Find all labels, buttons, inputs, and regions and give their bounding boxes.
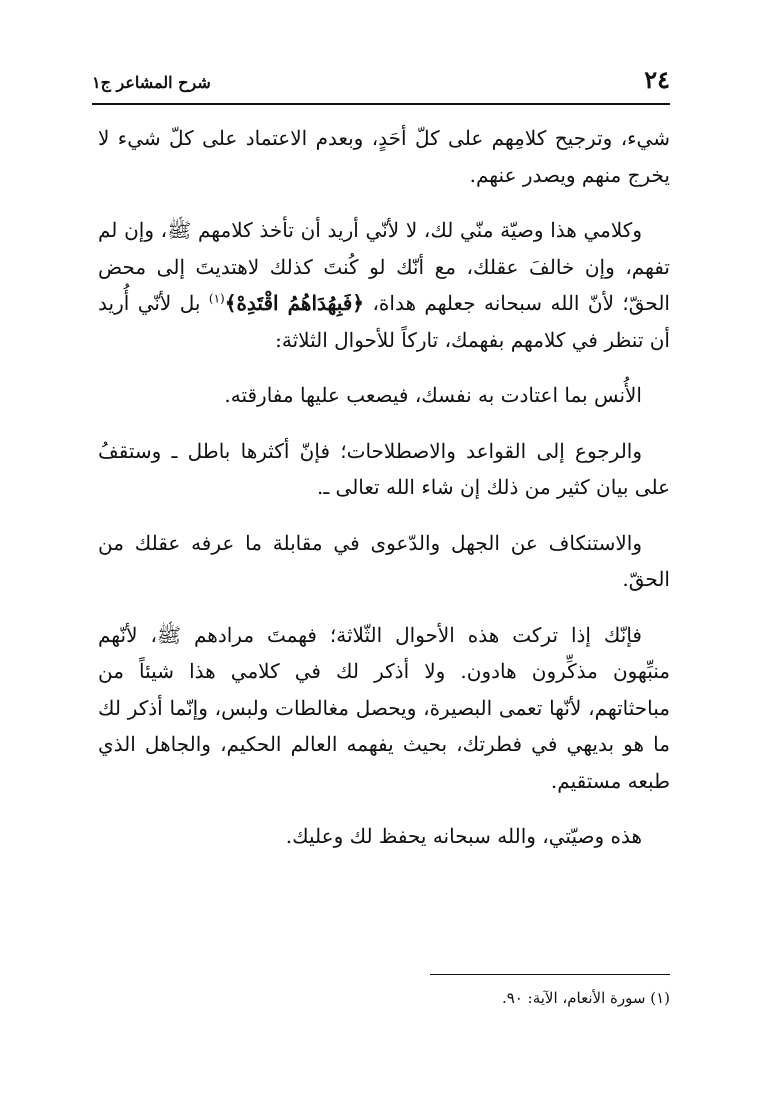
paragraph-1: شيء، وترجيح كلامِهم على كلّ أحَدٍ، وبعدم الاعتماد على كلّ شيء لا يخرج منهم ويصدر عنهم. — [98, 126, 670, 187]
paragraph-3: الأُنس بما اعتادت به نفسك، فيصعب عليها مفارقته. — [224, 383, 642, 407]
running-title: شرح المشاعر ج١ — [92, 73, 211, 92]
quran-verse: ﴿فَبِهُدَاهُمُ اقْتَدِهْ﴾ — [224, 291, 365, 315]
main-text — [98, 120, 670, 874]
paragraph-6: فإنّك إذا تركت هذه الأحوال الثّلاثة؛ فهمتَ مرادهم ﷺ، لأنّهم منبِّهون مذكِّرون هادون. ولا أذكر لك في كلامي هذا شيئاً من مباحثاتهم، لأنّها تعمى البصيرة، ويحصل مغالطات ولبس، وإنّما أذكر لك ما هو بديهي في فطرتك، بحيث يفهمه العالم الحكيم، والجاهل الذي طبعه مستقيم. — [98, 622, 670, 793]
paragraph-7: هذه وصيّتي، والله سبحانه يحفظ لك وعليك. — [285, 824, 642, 848]
footnote-divider — [430, 974, 670, 975]
paragraph-2-text-after-verse: بل لأنّي أُريد أن تنظر في كلامهم بفهمك، تاركاً للأحوال الثلاثة: — [98, 291, 670, 352]
paragraph-2 — [98, 212, 670, 358]
header-divider — [92, 103, 670, 105]
page-header — [92, 62, 670, 98]
footnote-text: سورة الأنعام، الآية: ٩٠. — [501, 989, 646, 1007]
footnote-marker: (١) — [650, 989, 670, 1007]
paragraph-5: والاستنكاف عن الجهل والدّعوى في مقابلة ما عرفه عقلك من الحقّ. — [98, 530, 670, 591]
paragraph-2-text-before-verse: وكلامي هذا وصيّة منّي لك، لا لأنّي أريد أن تأخذ كلامهم ﷺ، وإن لم تفهم، وإن خالفَ عقلك، مع أنّك لو كُنتَ كذلك لاهتديتَ إلى محض الحقّ؛ لأنّ الله سبحانه جعلهم هداة، — [98, 218, 670, 315]
footnote — [300, 987, 670, 1009]
paragraph-4: والرجوع إلى القواعد والاصطلاحات؛ فإنّ أكثرها باطل ـ وستقفُ على بيان كثير من ذلك إن شاء الله تعالى ـ. — [98, 438, 670, 499]
footnote-reference: (١) — [208, 291, 225, 306]
page-number: ٢٤ — [644, 65, 670, 94]
